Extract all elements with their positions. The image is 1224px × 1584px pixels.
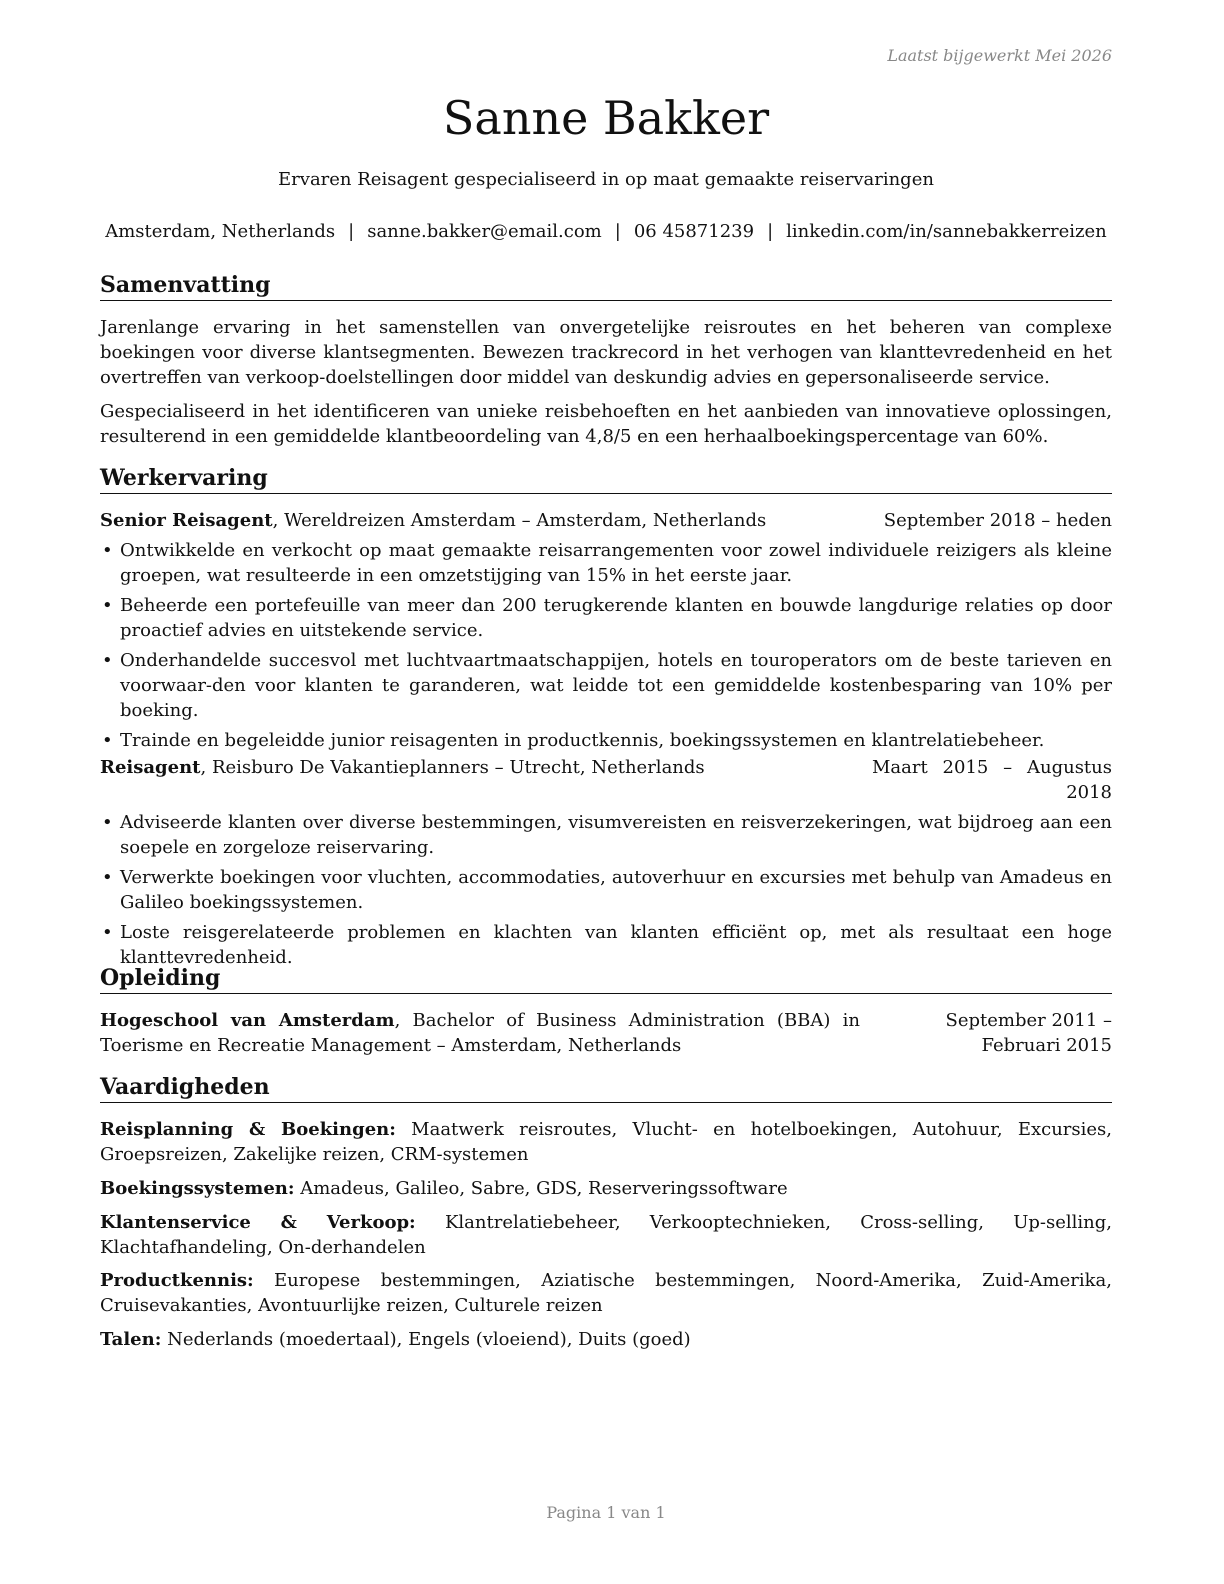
contact-separator: | [348, 221, 355, 242]
list-item: • Ontwikkelde en verkocht op maat gemaakte reisarrangementen voor zowel individuele reizigers als kleine groepen, wat resulteerde in een omzetstijging van 15% in het eerste jaar. [100, 538, 1112, 588]
page-number: Pagina 1 van 1 [546, 1503, 666, 1522]
skill-row [100, 1176, 1112, 1201]
candidate-name: Sanne Bakker [442, 91, 770, 145]
list-item: • Beheerde een portefeuille van meer dan 200 terugkerende klanten en bouwde langdurige relaties op door proactief advies en uitstekende service. [100, 593, 1112, 643]
job-bullets [100, 810, 1112, 975]
contact-line [100, 219, 1112, 244]
section-title-education: Opleiding [100, 965, 1112, 994]
skill-value: Klantrelatiebeheer, Verkooptechnieken, Cross-selling, Up-selling, Klachtafhandeling, On-derhandelen [100, 1212, 1112, 1258]
job-organization: , Wereldreizen Amsterdam – Amsterdam, Netherlands [272, 510, 767, 531]
skill-row [100, 1268, 1112, 1318]
contact-linkedin[interactable]: linkedin.com/in/sannebakkerreizen [786, 221, 1107, 242]
last-updated: Laatst bijgewerkt Mei 2026 [887, 46, 1112, 65]
skill-label: Productkennis: [100, 1270, 254, 1291]
list-item: • Verwerkte boekingen voor vluchten, accommodaties, autoverhuur en excursies met behulp van Amadeus en Galileo boekingssystemen. [100, 865, 1112, 915]
skill-value: Amadeus, Galileo, Sabre, GDS, Reserveringssoftware [294, 1178, 788, 1199]
education-detail: , Bachelor of Business Administration (BBA) in Toerisme en Recreatie Management – Amsterdam, Netherlands [100, 1010, 861, 1056]
contact-separator: | [767, 221, 774, 242]
list-item: • Trainde en begeleidde junior reisagenten in productkennis, boekingssystemen en klantrelatiebeheer. [100, 728, 1112, 753]
job-dates: Maart 2015 – Augustus 2018 [872, 757, 1112, 803]
skill-label: Talen: [100, 1329, 162, 1350]
list-item: • Adviseerde klanten over diverse bestemmingen, visumvereisten en reisverzekeringen, wat bijdroeg aan een soepele en zorgeloze reiservaring. [100, 810, 1112, 860]
summary-paragraph: Gespecialiseerd in het identificeren van unieke reisbehoeften en het aanbieden van innovatieve oplossingen, resulterend in een gemiddelde klantbeoordeling van 4,8/5 en een herhaalboekingspercentage van 60%. [100, 401, 1112, 447]
tagline: Ervaren Reisagent gespecialiseerd in op maat gemaakte reiservaringen [278, 169, 934, 190]
contact-phone: 06 45871239 [633, 221, 755, 242]
education-school: Hogeschool van Amsterdam [100, 1010, 395, 1031]
section-title-summary: Samenvatting [100, 272, 1112, 301]
skill-value: Europese bestemmingen, Aziatische bestemmingen, Noord-Amerika, Zuid-Amerika, Cruisevakanties, Avontuurlijke reizen, Culturele reizen [100, 1270, 1112, 1316]
skill-row [100, 1210, 1112, 1260]
job-bullets [100, 538, 1112, 758]
skill-value: Nederlands (moedertaal), Engels (vloeiend), Duits (goed) [161, 1329, 691, 1350]
skill-row [100, 1327, 1112, 1352]
skill-row [100, 1117, 1112, 1167]
contact-location: Amsterdam, Netherlands [105, 221, 336, 242]
contact-email[interactable]: sanne.bakker@email.com [367, 221, 602, 242]
section-title-skills: Vaardigheden [100, 1074, 1112, 1103]
job-role: Senior Reisagent [100, 510, 273, 531]
contact-separator: | [614, 221, 621, 242]
skill-label: Boekingssystemen: [100, 1178, 295, 1199]
skill-label: Reisplanning & Boekingen: [100, 1119, 396, 1140]
skill-label: Klantenservice & Verkoop: [100, 1212, 416, 1233]
section-title-experience: Werkervaring [100, 465, 1112, 494]
job-dates: September 2018 – heden [883, 510, 1112, 531]
list-item: • Loste reisgerelateerde problemen en klachten van klanten efficiënt op, met als resultaat een hoge klanttevredenheid. [100, 920, 1112, 970]
summary-paragraph: Jarenlange ervaring in het samenstellen van onvergetelijke reisroutes en het beheren van complexe boekingen voor diverse klantsegmenten. Bewezen trackrecord in het verhogen van klanttevredenheid en het overtreffen van verkoop-doelstellingen door middel van deskundig advies en gepersonaliseerde service. [100, 317, 1112, 388]
skill-value: Maatwerk reisroutes, Vlucht- en hotelboekingen, Autohuur, Excursies, Groepsreizen, Zakelijke reizen, CRM-systemen [100, 1119, 1112, 1165]
job-role: Reisagent [100, 757, 201, 778]
education-dates: September 2011 – Februari 2015 [945, 1010, 1112, 1056]
job-organization: , Reisburo De Vakantieplanners – Utrecht, Netherlands [200, 757, 705, 778]
list-item: • Onderhandelde succesvol met luchtvaartmaatschappijen, hotels en touroperators om de beste tarieven en voorwaar-den voor klanten te garanderen, wat leidde tot een gemiddelde kostenbesparing van 10% per boeking. [100, 648, 1112, 723]
resume-page [100, 0, 1112, 1584]
